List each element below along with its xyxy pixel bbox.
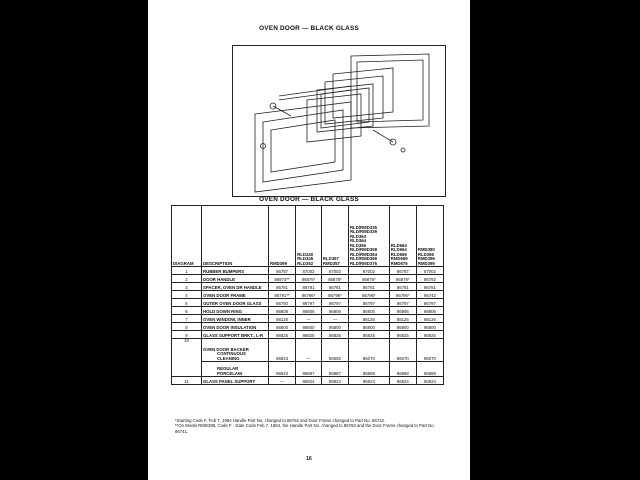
table-row xyxy=(172,315,444,323)
part-number: 86797 xyxy=(349,299,390,307)
part-number: 86806 xyxy=(321,307,348,315)
table-row xyxy=(172,307,444,315)
table-row xyxy=(172,362,444,377)
diagram-title: OVEN DOOR — BLACK GLASS xyxy=(259,25,359,32)
part-number: 86782 xyxy=(416,275,443,283)
model-label: RLD/RMD364 xyxy=(350,251,378,257)
part-number: 86797 xyxy=(389,299,416,307)
model-label: RMD396 xyxy=(417,256,435,261)
part-number: 88126 xyxy=(269,315,296,323)
model-label: RMD669 xyxy=(390,256,408,261)
part-number: 86876* xyxy=(349,275,390,283)
diagram-number: 10 xyxy=(172,339,202,377)
model-label: RMD399 xyxy=(417,260,435,266)
backer-label: OVEN DOOR BACKER xyxy=(203,346,249,352)
model-label: RLD367 xyxy=(322,256,339,261)
part-number: 86787 xyxy=(269,267,296,275)
part-number: 86825 xyxy=(416,331,443,339)
part-number: 86796* xyxy=(349,291,390,299)
diagram-number: 11 xyxy=(172,377,202,385)
backer-variant-label: CONTINUOUS xyxy=(217,351,246,356)
table-row xyxy=(172,299,444,307)
part-number: 86787 xyxy=(389,267,416,275)
exploded-view-drawing xyxy=(233,46,445,196)
part-number: 86825 xyxy=(349,331,390,339)
header-model-col-5 xyxy=(389,206,416,267)
part-number: 87002 xyxy=(349,267,390,275)
header-model-col-6 xyxy=(416,206,443,267)
header-model-col-2 xyxy=(296,206,322,267)
diagram-number: 7 xyxy=(172,315,202,323)
model-label: RLD363 xyxy=(350,233,367,239)
model-label: RLD/RMD335 xyxy=(350,224,378,230)
part-number: 86889 xyxy=(349,362,390,377)
model-label: RLD/RMD369 xyxy=(350,256,378,261)
page-number: 16 xyxy=(306,456,312,462)
diagram-number: 3 xyxy=(172,283,202,291)
part-number: 86781 xyxy=(416,283,443,291)
table-row xyxy=(172,339,444,362)
part-description: RUBBER BUMPERS xyxy=(202,267,269,275)
backer-variant-label: PORCELAIN xyxy=(217,370,243,376)
part-number: 86797 xyxy=(416,299,443,307)
footnotes xyxy=(175,418,445,434)
table-body xyxy=(172,267,444,385)
part-number: 86887 xyxy=(296,362,322,377)
model-label: RMD399 xyxy=(270,260,287,266)
model-label: RMD675 xyxy=(390,260,408,266)
part-number: 86800 xyxy=(349,323,390,331)
part-number: 86843 xyxy=(269,339,296,362)
diagram-number: 4 xyxy=(172,291,202,299)
part-number: 86800 xyxy=(416,323,443,331)
part-description: OVEN DOOR FRAME xyxy=(202,291,269,299)
part-description: SPACER, OVEN DR HANDLE xyxy=(202,283,269,291)
table-row xyxy=(172,267,444,275)
diagram-number: 5 xyxy=(172,299,202,307)
catalog-page xyxy=(148,0,470,480)
part-number: 86824 xyxy=(389,377,416,385)
model-label: RLD664 xyxy=(390,242,407,248)
part-number: — xyxy=(269,377,296,385)
part-number: 86808 xyxy=(269,307,296,315)
part-number: 86824 xyxy=(296,377,322,385)
part-number: 86796* xyxy=(389,291,416,299)
part-number: 86070 xyxy=(416,339,443,362)
model-label: RMD380 xyxy=(417,247,435,252)
diagram-number: 6 xyxy=(172,307,202,315)
model-label: RLD669 xyxy=(390,251,407,257)
part-number: 87002 xyxy=(416,267,443,275)
part-description: OUTER OVEN DOOR GLASS xyxy=(202,299,269,307)
table-row xyxy=(172,323,444,331)
model-label: RLD/RMD339 xyxy=(350,229,378,234)
model-label: RLD352 xyxy=(297,260,314,266)
part-number: 86824 xyxy=(321,377,348,385)
header-model-col-1 xyxy=(269,206,296,267)
part-number: 86876* xyxy=(296,275,322,283)
part-number: 88126 xyxy=(389,315,416,323)
model-label: RLD/RMD376 xyxy=(350,260,378,266)
part-number: 86889 xyxy=(416,362,443,377)
table-row xyxy=(172,377,444,385)
part-description xyxy=(202,339,269,362)
part-number: 86781 xyxy=(269,283,296,291)
part-description: OVEN WINDOW, INNER xyxy=(202,315,269,323)
model-label: RLD364 xyxy=(350,238,367,243)
table-row xyxy=(172,283,444,291)
model-label: RLD/RMD358 xyxy=(350,247,378,252)
part-description: HOLD DOWN RING xyxy=(202,307,269,315)
part-number: — xyxy=(321,315,348,323)
part-number: 86825 xyxy=(269,331,296,339)
table-row xyxy=(172,331,444,339)
part-description: DOOR HANDLE xyxy=(202,275,269,283)
part-number: 86805 xyxy=(349,307,390,315)
table-row xyxy=(172,275,444,283)
part-number: 86781 xyxy=(296,283,322,291)
diagram-number: 1 xyxy=(172,267,202,275)
part-number: 86825 xyxy=(296,331,322,339)
part-number: 86797 xyxy=(296,299,322,307)
header-model-col-3 xyxy=(321,206,348,267)
part-number: 86825 xyxy=(389,331,416,339)
part-number: 86781 xyxy=(389,283,416,291)
part-number: 86806 xyxy=(389,307,416,315)
backer-variant-label: REGULAR xyxy=(217,366,239,371)
part-number: 86781 xyxy=(321,283,348,291)
part-number: 86742 xyxy=(416,291,443,299)
part-number: 87002 xyxy=(321,267,348,275)
part-number: 87002 xyxy=(296,267,322,275)
diagram-number: 9 xyxy=(172,331,202,339)
part-number: 86796* xyxy=(296,291,322,299)
model-label: RMD357 xyxy=(322,260,340,266)
part-number: 86750 xyxy=(269,299,296,307)
model-label: RLD345 xyxy=(297,256,314,261)
part-number: 86781 xyxy=(349,283,390,291)
backer-variant-label: CLEANING xyxy=(217,355,240,361)
model-label: RLD356 xyxy=(350,242,367,248)
part-number: 88126 xyxy=(416,315,443,323)
part-description xyxy=(202,362,269,377)
part-number: 86796* xyxy=(321,291,348,299)
part-number: 86887 xyxy=(321,362,348,377)
part-number: 86791** xyxy=(269,291,296,299)
part-number: 86797 xyxy=(321,299,348,307)
part-number: 86868 xyxy=(389,362,416,377)
model-label: RLD340 xyxy=(297,251,314,257)
part-number: 86826 xyxy=(321,331,348,339)
part-description: GLASS SUPPORT BRKT., L-R xyxy=(202,331,269,339)
part-number: 86806 xyxy=(416,307,443,315)
model-label: RLD366 xyxy=(417,251,434,257)
exploded-door-diagram xyxy=(232,45,446,197)
part-number: 86824 xyxy=(416,377,443,385)
footnote: *Starting Code F, Feb 7, 1984 Handle Part No, changed to 86762 and Door Frame changed to Part No. 86742. xyxy=(175,418,386,423)
header-diagram: DIAGRAM xyxy=(172,206,202,267)
part-number: 86974** xyxy=(269,275,296,283)
part-number: — xyxy=(296,339,322,362)
part-number: 86879* xyxy=(389,275,416,283)
parts-table xyxy=(171,205,444,385)
footnote: **On Model RMD399, Code F - Date Code Feb 7, 1984, the Handle Part No. changed to 86763 and the Door Frame changed to Part No. 86741. xyxy=(175,423,435,434)
model-label: RLD664 xyxy=(390,247,407,252)
part-description: GLASS PANEL SUPPORT xyxy=(202,377,269,385)
part-number: 86806 xyxy=(296,307,322,315)
header-model-col-4 xyxy=(349,206,390,267)
part-number: 86878* xyxy=(321,275,348,283)
part-number: 86824 xyxy=(349,377,390,385)
part-number: 86070 xyxy=(389,339,416,362)
part-number: 88126 xyxy=(349,315,390,323)
diagram-number: 8 xyxy=(172,323,202,331)
part-number: 86800 xyxy=(389,323,416,331)
table-title: OVEN DOOR — BLACK GLASS xyxy=(259,196,359,203)
part-number: 86800 xyxy=(321,323,348,331)
part-description: OVEN DOOR INSULATION xyxy=(202,323,269,331)
part-number: 86800 xyxy=(296,323,322,331)
table-header-row xyxy=(172,206,444,267)
part-number: 86543 xyxy=(269,362,296,377)
header-description: DESCRIPTION xyxy=(202,206,269,267)
part-number: 86800 xyxy=(269,323,296,331)
diagram-number: 2 xyxy=(172,275,202,283)
part-number: — xyxy=(296,315,322,323)
part-number: 86692 xyxy=(321,339,348,362)
table-row xyxy=(172,291,444,299)
part-number: 86070 xyxy=(349,339,390,362)
